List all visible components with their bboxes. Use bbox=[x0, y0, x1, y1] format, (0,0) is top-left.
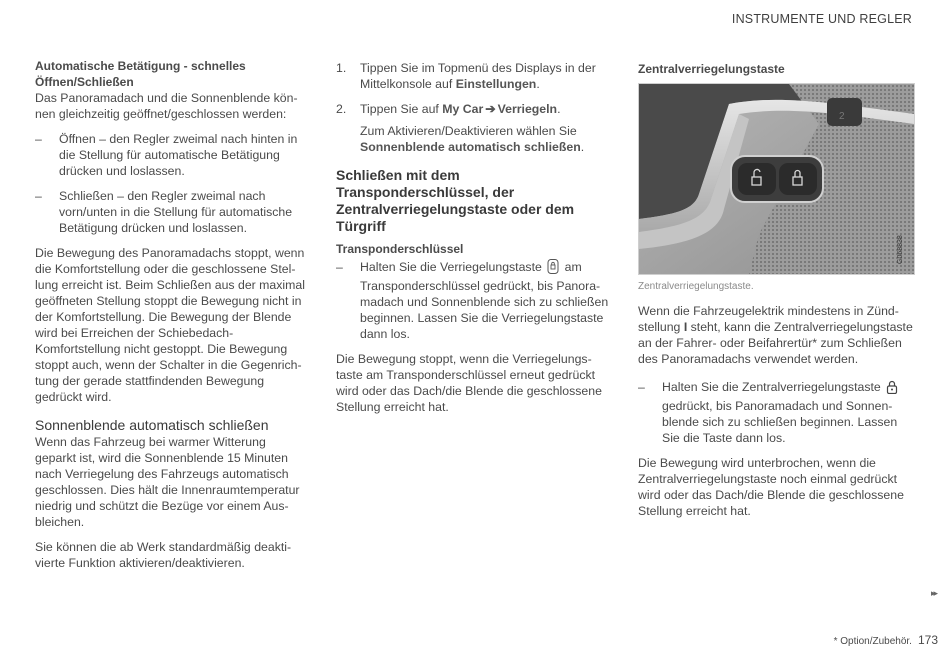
dash-bullet: – bbox=[638, 380, 645, 394]
menu-settings: Einstellungen bbox=[455, 77, 537, 91]
movement-paragraph: Die Bewegung des Panoramadachs stoppt, wenn die Komfortstellung oder die geschlossene Stellung erreicht ist. Beim Schließen aus der maximal geöffneten Stellung stoppt die Bewegung nicht in der Komfortstellung. Die Bewegung der Blende wird bei Erreichen der Schiebedach-Komfortstellung nicht gestoppt. Die Bewegung stoppt auch, wenn der Schalter in die Gegenrichtung der gerade stattfindenden Bewegung gedrückt wird. bbox=[35, 246, 305, 404]
arrow-right-icon: ➔ bbox=[485, 102, 496, 116]
page-footer bbox=[834, 633, 938, 647]
footnote-option: * Option/Zubehör. bbox=[833, 636, 912, 647]
menu-sunblind-auto: Sonnenblende automatisch schließen bbox=[360, 140, 581, 154]
step-end: . bbox=[536, 77, 540, 91]
step-end: . bbox=[580, 140, 585, 154]
step-number: 1. bbox=[336, 61, 347, 75]
column-3 bbox=[638, 61, 913, 528]
svg-text:2: 2 bbox=[839, 111, 845, 122]
step-note bbox=[336, 123, 614, 155]
intro-paragraph: Das Panoramadach und die Sonnenblende können gleichzeitig geöffnet/geschlossen werden: bbox=[35, 91, 298, 121]
sunblind-paragraph: Wenn das Fahrzeug bei warmer Witterung geparkt ist, wird die Sonnenblende 15 Minuten nach Verriegelung des Fahrzeugs automatisch geschlossen. Dies hält die Innenraumtemperatur niedrig und schützt die Bezüge vor einem Ausbleichen. bbox=[35, 435, 300, 529]
menu-lock: Verriegeln bbox=[497, 102, 558, 116]
step-note-text: Zum Aktivieren/Deaktivieren wählen Sie bbox=[360, 124, 577, 138]
step-number: 2. bbox=[336, 102, 347, 116]
key-lock-icon bbox=[547, 259, 559, 278]
text-run: steht, kann die Zentralverriegelungstaste an der Fahrer- oder Beifahrertür* zum Schließen des Panoramadachs verwendet werden. bbox=[638, 320, 913, 366]
dash-bullet: – bbox=[35, 189, 42, 203]
column-2 bbox=[336, 60, 614, 424]
activation-paragraph: Sie können die ab Werk standardmäßig deaktivierte Funktion aktivieren/deaktivieren. bbox=[35, 540, 292, 570]
menu-my-car: My Car bbox=[442, 102, 484, 116]
subheading-central-lock: Zentralverriegelungstaste bbox=[638, 62, 785, 76]
dash-bullet: – bbox=[35, 132, 42, 146]
step-text: Tippen Sie im Topmenü des Displays in der Mittelkonsole auf bbox=[360, 61, 596, 91]
image-caption: Zentralverriegelungstaste. bbox=[638, 281, 754, 292]
step-item bbox=[336, 101, 614, 117]
image-code: G068838 bbox=[897, 235, 904, 264]
ignition-position: I bbox=[683, 320, 688, 334]
subheading-auto-operation: Automatische Betätigung - schnelles Öffnen/Schließen bbox=[35, 59, 246, 89]
page-number: 173 bbox=[917, 633, 938, 647]
list-item-text-cont: am Transponderschlüssel gedrückt, bis Panoramadach und Sonnenblende sich zu schließen beginnen. Lassen Sie die Verriegelungstaste dann los. bbox=[360, 260, 609, 341]
heading-closing-methods: Schließen mit dem Transponderschlüssel, der Zentralverriegelungstaste oder dem Türgriff bbox=[336, 167, 575, 234]
step-end: . bbox=[557, 102, 561, 116]
interrupt-paragraph: Die Bewegung wird unterbrochen, wenn die Zentralverriegelungstaste noch einmal gedrückt wird oder das Dach/die Blende die geschlossene Stellung erreicht hat. bbox=[638, 456, 904, 518]
key-paragraph: Die Bewegung stoppt, wenn die Verriegelungstaste am Transponderschlüssel erneut gedrückt wird oder das Dach/die Blende die geschlossene Stellung erreicht hat. bbox=[336, 352, 602, 414]
door-lock-button-photo bbox=[638, 83, 915, 275]
heading-sunblind-auto-close: Sonnenblende automatisch schließen bbox=[35, 417, 269, 433]
list-item-text-cont: gedrückt, bis Panoramadach und Sonnenblende sich zu schließen beginnen. Lassen Sie die Taste dann los. bbox=[662, 399, 898, 445]
list-item bbox=[336, 259, 614, 342]
dash-bullet: – bbox=[336, 260, 343, 274]
subheading-key: Transponderschlüssel bbox=[336, 242, 464, 256]
section-title: INSTRUMENTE UND REGLER bbox=[731, 12, 912, 26]
list-item-text: Schließen – den Regler zweimal nach vorn/unten in die Stellung für automatische Betätigung drücken und loslassen. bbox=[59, 189, 293, 235]
text-run: Wenn die Fahrzeugelektrik mindestens in Zündstellung bbox=[638, 304, 899, 334]
list-item-text: Halten Sie die Verriegelungstaste bbox=[360, 260, 546, 274]
list-item bbox=[638, 379, 913, 446]
list-item-text: Halten Sie die Zentralverriegelungstaste bbox=[662, 380, 885, 394]
step-text: Tippen Sie auf bbox=[360, 102, 443, 116]
list-item bbox=[35, 131, 310, 179]
column-1 bbox=[35, 58, 310, 580]
padlock-icon bbox=[886, 380, 898, 398]
step-item bbox=[336, 60, 614, 92]
ignition-paragraph bbox=[638, 303, 913, 367]
list-item bbox=[35, 188, 310, 236]
continue-arrows-icon: ▸▸ bbox=[930, 588, 936, 598]
list-item-text: Öffnen – den Regler zweimal nach hinten in die Stellung für automatische Betätigung drücken und loslassen. bbox=[59, 132, 298, 178]
